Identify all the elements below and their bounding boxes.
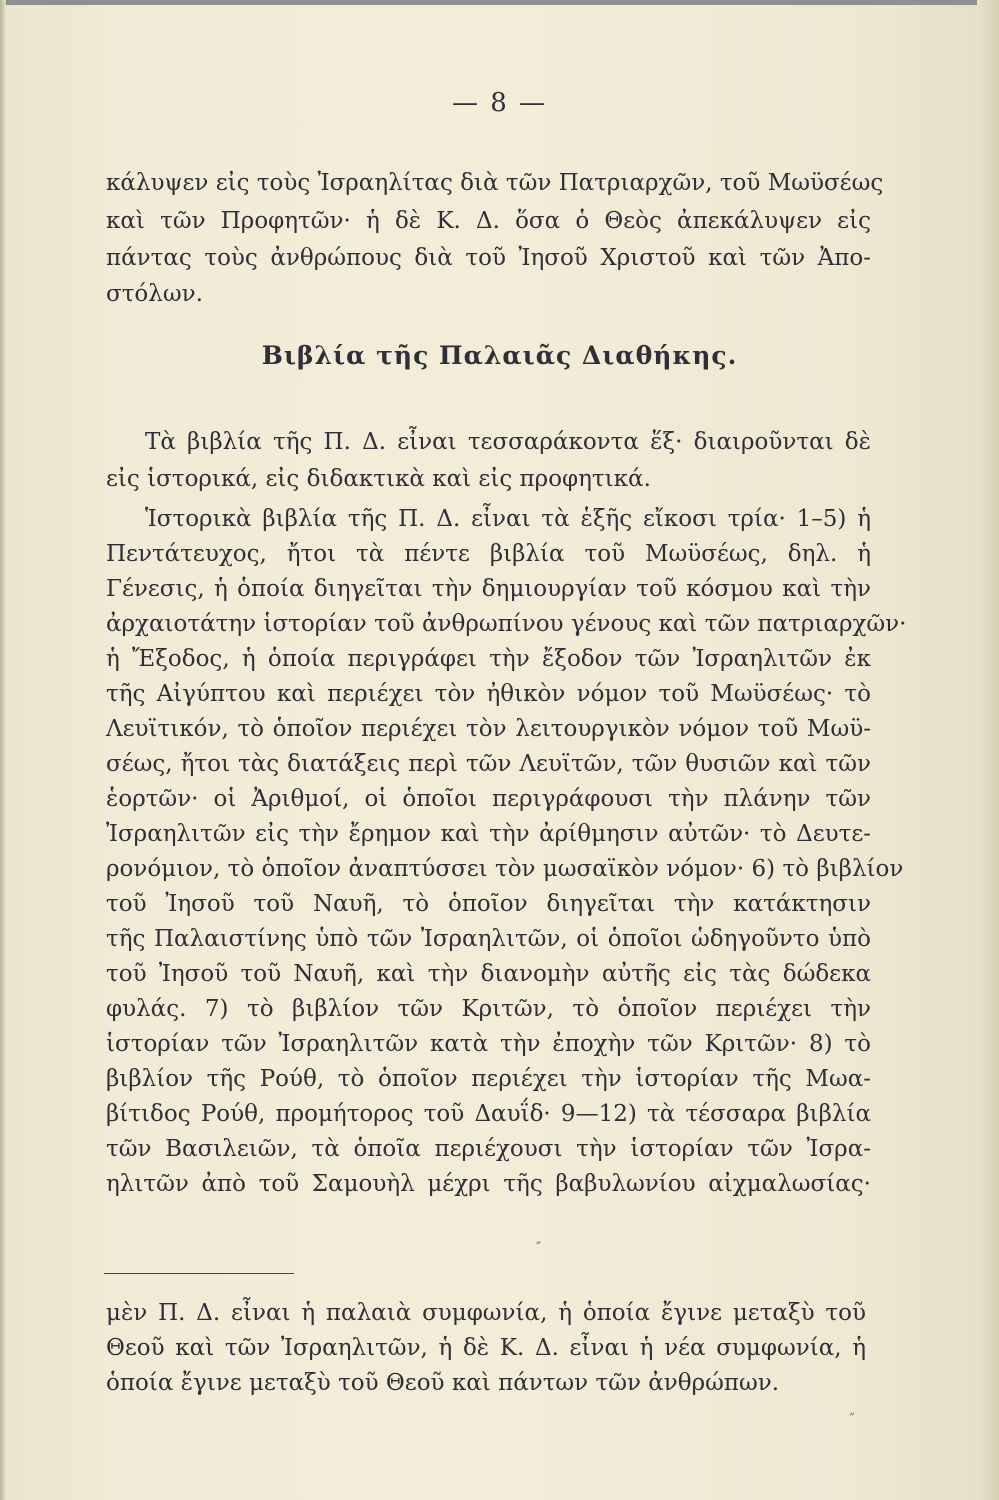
body-line: τῶν Βασιλειῶν, τὰ ὁποῖα περιέχουσι τὴν ἱστορίαν τῶν Ἰσρα- [106, 1136, 871, 1162]
intro-line: στόλων. [106, 281, 203, 307]
page-left-edge [0, 0, 6, 1500]
body-line: ἀρχαιοτάτην ἱστορίαν τοῦ ἀνθρωπίνου γένους καὶ τῶν πατριαρχῶν· [106, 611, 907, 637]
ink-speck: ″ [536, 1240, 542, 1256]
body-line: τοῦ Ἰησοῦ τοῦ Ναυῆ, τὸ ὁποῖον διηγεῖται τὴν κατάκτησιν [106, 891, 871, 917]
intro-line: κάλυψεν εἰς τοὺς Ἰσραηλίτας διὰ τῶν Πατριαρχῶν, τοῦ Μωϋσέως [106, 170, 884, 196]
body-line: Ἰσραηλιτῶν εἰς τὴν ἔρημον καὶ τὴν ἀρίθμησιν αὐτῶν· τὸ Δευτε- [106, 821, 871, 847]
body-line: ηλιτῶν ἀπὸ τοῦ Σαμουὴλ μέχρι τῆς βαβυλωνίου αἰχμαλωσίας· [106, 1171, 871, 1197]
body-line: Γένεσις, ἡ ὁποία διηγεῖται τὴν δημιουργίαν τοῦ κόσμου καὶ τὴν [106, 576, 871, 602]
body-line: Λευϊτικόν, τὸ ὁποῖον περιέχει τὸν λειτουργικὸν νόμον τοῦ Μωϋ- [106, 716, 871, 742]
page-top-edge [0, 0, 999, 5]
body-line: σέως, ἤτοι τὰς διατάξεις περὶ τῶν Λευϊτῶν, τῶν θυσιῶν καὶ τῶν [106, 751, 871, 777]
footnote-line: μὲν Π. Δ. εἶναι ἡ παλαιὰ συμφωνία, ἡ ὁποία ἔγινε μεταξὺ τοῦ [106, 1300, 866, 1326]
body-line: βίτιδος Ρούθ, προμήτορος τοῦ Δαυΐδ· 9—12) τὰ τέσσαρα βιβλία [106, 1101, 871, 1127]
body-line: ἱστορίαν τῶν Ἰσραηλιτῶν κατὰ τὴν ἐποχὴν τῶν Κριτῶν· 8) τὸ [106, 1031, 871, 1057]
footnote-rule [104, 1273, 294, 1274]
footnote-line: ὁποία ἔγινε μεταξὺ τοῦ Θεοῦ καὶ πάντων τῶν ἀνθρώπων. [106, 1370, 780, 1396]
body-line: ἑορτῶν· οἱ Ἀριθμοί, οἱ ὁποῖοι περιγράφουσι τὴν πλάνην τῶν [106, 786, 871, 812]
body-line: βιβλίον τῆς Ρούθ, τὸ ὁποῖον περιέχει τὴν ἱστορίαν τῆς Μωα- [106, 1066, 871, 1092]
body-line: Τὰ βιβλία τῆς Π. Δ. εἶναι τεσσαράκοντα ἕξ· διαιροῦνται δὲ [145, 429, 871, 455]
intro-line: καὶ τῶν Προφητῶν· ἡ δὲ Κ. Δ. ὅσα ὁ Θεὸς ἀπεκάλυψεν εἰς [106, 208, 871, 234]
body-line: ρονόμιον, τὸ ὁποῖον ἀναπτύσσει τὸν μωσαϊκὸν νόμον· 6) τὸ βιβλίον [106, 856, 904, 882]
footnote-line: Θεοῦ καὶ τῶν Ἰσραηλιτῶν, ἡ δὲ Κ. Δ. εἶναι ἡ νέα συμφωνία, ἡ [106, 1335, 866, 1361]
intro-line: πάντας τοὺς ἀνθρώπους διὰ τοῦ Ἰησοῦ Χριστοῦ καὶ τῶν Ἀπο- [106, 245, 871, 271]
section-heading: Βιβλία τῆς Παλαιᾶς Διαθήκης. [261, 341, 738, 370]
body-line: τοῦ Ἰησοῦ τοῦ Ναυῆ, καὶ τὴν διανομὴν αὐτῆς εἰς τὰς δώδεκα [106, 961, 871, 987]
body-line: εἰς ἱστορικά, εἰς διδακτικὰ καὶ εἰς προφητικά. [106, 466, 651, 492]
body-line: φυλάς. 7) τὸ βιβλίον τῶν Κριτῶν, τὸ ὁποῖον περιέχει τὴν [106, 996, 871, 1022]
body-line: τῆς Παλαιστίνης ὑπὸ τῶν Ἰσραηλιτῶν, οἱ ὁποῖοι ὡδηγοῦντο ὑπὸ [106, 926, 871, 952]
body-line: τῆς Αἰγύπτου καὶ περιέχει τὸν ἠθικὸν νόμον τοῦ Μωϋσέως· τὸ [106, 681, 871, 707]
body-line: Ἱστορικὰ βιβλία τῆς Π. Δ. εἶναι τὰ ἑξῆς εἴκοσι τρία· 1–5) ἡ [145, 506, 871, 532]
body-line: Πεντάτευχος, ἤτοι τὰ πέντε βιβλία τοῦ Μωϋσέως, δηλ. ἡ [106, 541, 871, 567]
body-line: ἡ Ἔξοδος, ἡ ὁποία περιγράφει τὴν ἔξοδον τῶν Ἰσραηλιτῶν ἐκ [106, 646, 871, 672]
ink-speck: ˝ [848, 1412, 855, 1428]
page-right-edge [977, 0, 999, 1500]
page-number: — 8 — [451, 88, 548, 118]
